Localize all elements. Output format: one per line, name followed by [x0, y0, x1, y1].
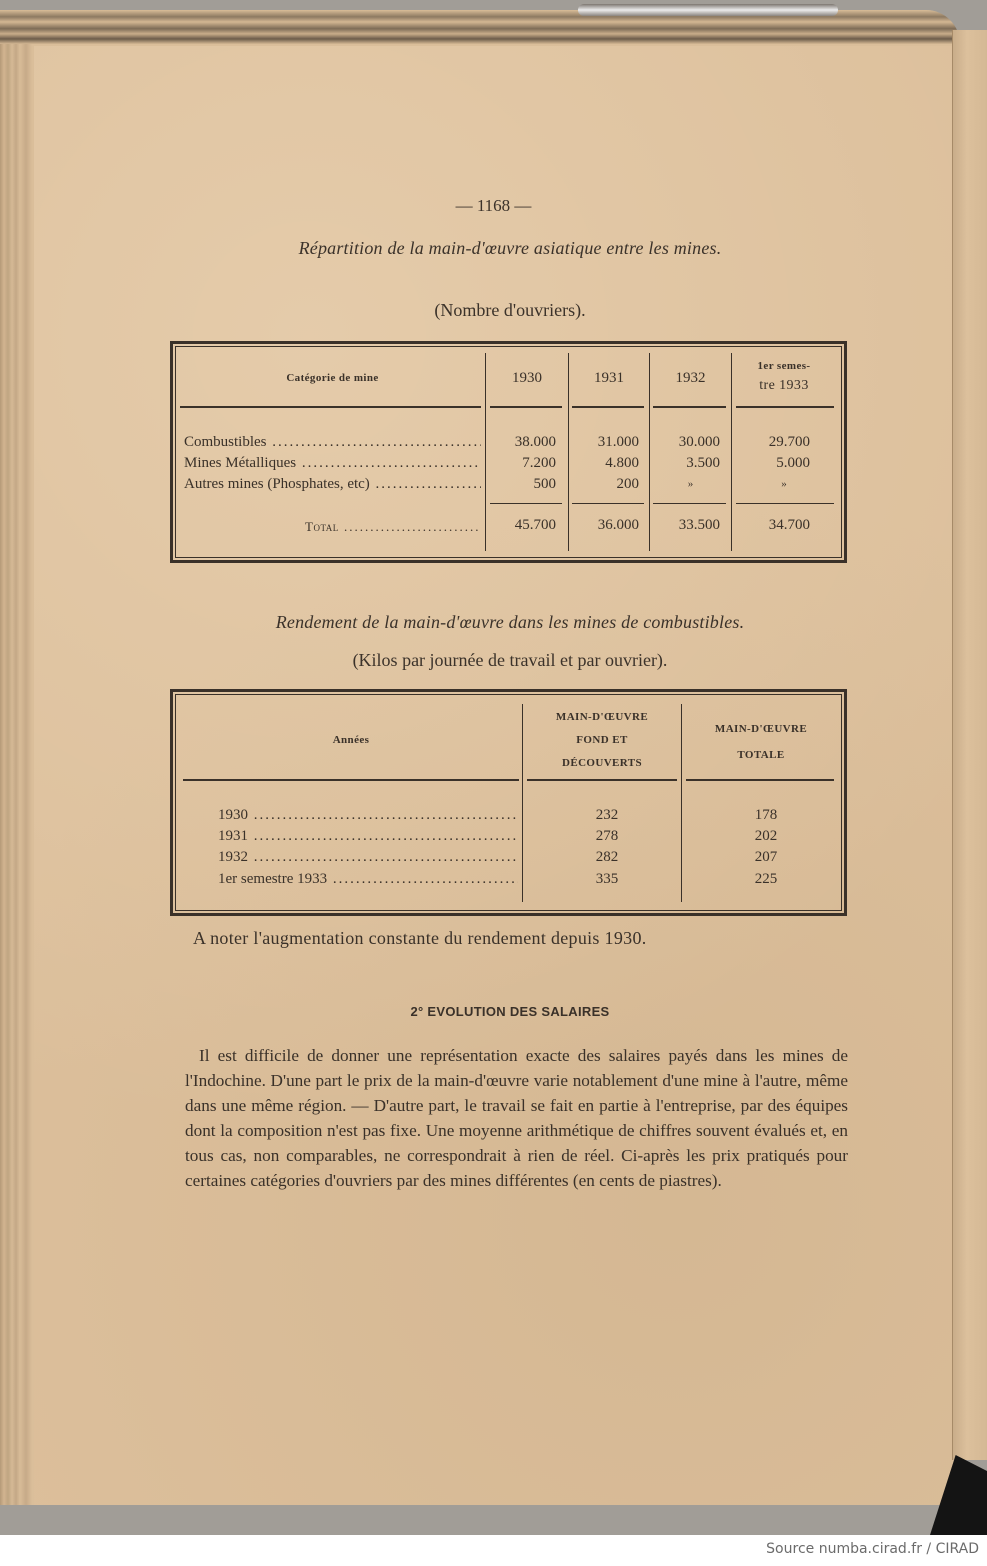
table2-header-totale: MAIN-D'ŒUVRE TOTALE: [714, 723, 808, 761]
total-label: Total .....: [305, 516, 481, 537]
row-label: 1932 .....: [218, 847, 518, 868]
row-label: Combustibles .....: [184, 432, 481, 453]
row-label: 1931 .....: [218, 826, 518, 847]
row-label: Mines Métalliques .....: [184, 453, 481, 474]
table1-header-1930: 1930: [512, 370, 542, 386]
table2-header-years: Années: [332, 734, 370, 746]
page-number: — 1168 —: [455, 196, 532, 215]
note-text: A noter l'augmentation constante du rendement depuis 1930.: [193, 928, 647, 948]
section-heading: 2° EVOLUTION DES SALAIRES: [410, 1004, 610, 1019]
table1-subtitle: (Nombre d'ouvriers).: [434, 300, 586, 320]
body-paragraph: Il est difficile de donner une représentation exacte des salaires payés dans les mines de l'Indochine. D'une part le prix de la main-d'œuvre varie notablement d'une mine à l'autre, même dans une même région. — D'autre part, le travail se fait en partie à l'entreprise, par des équipes dont la composition n'est pas fixe. Une moyenne arithmétique de chiffres souvent évalués et, en tous cas, non comparables, ne correspondrait à rien de réel. Ci-après les prix pratiqués pour certaines catégories d'ouvriers par des mines différentes (en cents de piastres).: [185, 1046, 848, 1190]
table1-title: Répartition de la main-d'œuvre asiatique entre les mines.: [298, 238, 722, 258]
table2-title: Rendement de la main-d'œuvre dans les mines de combustibles.: [275, 612, 745, 632]
bookmark-ribbon: [578, 4, 838, 16]
table1-header-1932: 1932: [675, 370, 706, 386]
row-label: 1er semestre 1933 .....: [218, 869, 518, 890]
table1-header-1931: 1931: [594, 370, 624, 386]
table1-header-category: Catégorie de mine: [286, 372, 379, 384]
row-label: 1930 .....: [218, 805, 518, 826]
source-credit: Source numba.cirad.fr / CIRAD: [766, 1541, 979, 1557]
table2-subtitle: (Kilos par journée de travail et par ouvrier).: [352, 650, 668, 670]
table1-header-semester: 1er semes- tre 1933: [757, 360, 811, 393]
table2-header-fond: MAIN-D'ŒUVRE FOND ET DÉCOUVERTS: [555, 711, 649, 769]
row-label: Autres mines (Phosphates, etc) .....: [184, 474, 481, 495]
